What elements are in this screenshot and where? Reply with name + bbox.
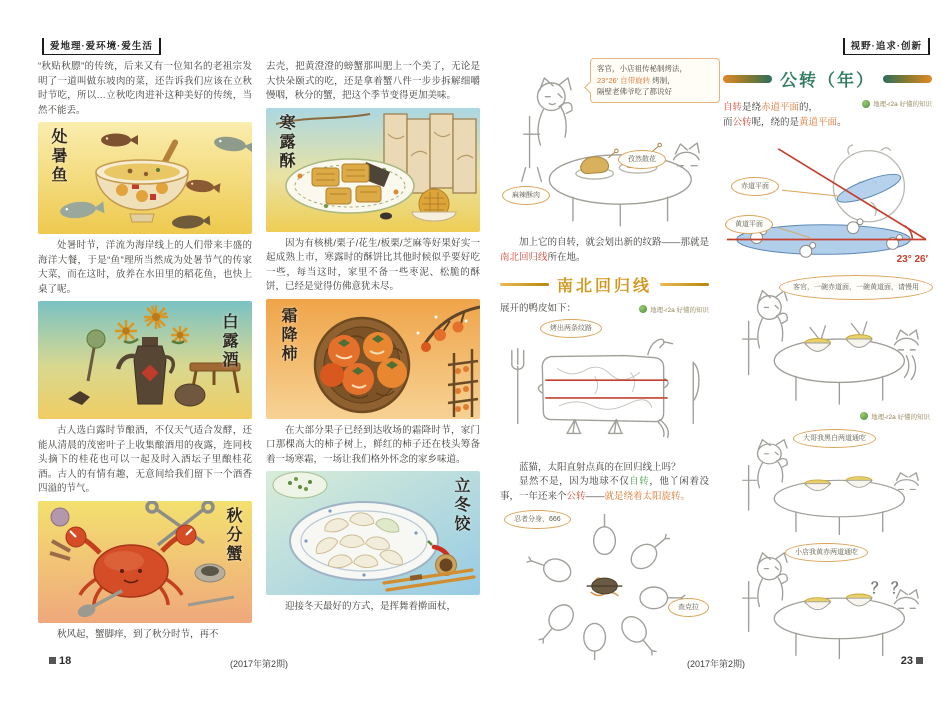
knowledge-badge: 地理-r2a 好懂的知识 xyxy=(639,305,709,314)
orbit-diagram-art xyxy=(723,141,932,269)
equator-plane-label: 赤道平面 xyxy=(731,177,779,196)
jar-icon xyxy=(175,384,205,406)
paragraph-shuangjiang: 在大部分果子已经到达收场的霜降时节，家门口那棵高大的柿子树上，鲜红的柿子还在枝头筹备着一场寒霜，一场让我们格外怀念的家乡味道。 xyxy=(266,424,480,465)
illustration-bailu-wine xyxy=(38,301,252,419)
scene-roast-duck-shop xyxy=(500,58,709,230)
tile-title-chushu-fish: 处暑鱼 xyxy=(49,128,66,185)
illustration-shuangjiang-persimmon xyxy=(266,299,480,419)
ninja-bubble: 忍者分身，666 xyxy=(504,510,571,529)
herb-dish-icon xyxy=(273,472,327,498)
right-page-section-tag: 视野·追求·创新 xyxy=(843,38,930,55)
ninja-ducks-art xyxy=(500,514,709,660)
left-page xyxy=(38,0,480,713)
duck-skin-caption: 展开的鸭皮如下： xyxy=(500,303,577,314)
chakra-label: 查克拉 xyxy=(668,598,709,617)
section-title-revolution: 公转（年） xyxy=(780,71,875,90)
dish-label-1: 孜然散花 xyxy=(618,150,666,169)
illustration-qiufen-crab xyxy=(38,501,252,623)
globe-icon xyxy=(862,100,870,108)
pastry-plate-icon xyxy=(286,159,414,213)
date-icon xyxy=(380,212,392,219)
duck-wing-icon xyxy=(658,419,669,437)
tile-title-hanlu-pastry: 寒露酥 xyxy=(277,113,294,171)
left-col-2 xyxy=(266,60,480,646)
tile-title-lidong-dumplings: 立冬饺 xyxy=(452,477,469,534)
knowledge-badge: 地理-r2a 好懂的知识 xyxy=(860,412,930,421)
hanlu-pastry-art xyxy=(266,108,480,232)
footer-square-icon xyxy=(916,657,923,664)
right-page xyxy=(500,0,932,713)
noodle-bubble-2: 大哥我黑白两道通吃 xyxy=(793,429,876,448)
tile-title-bailu-wine: 白露酒 xyxy=(220,313,237,370)
ecliptic-plane-label: 黄道平面 xyxy=(725,215,773,234)
chushu-fish-art xyxy=(38,122,252,234)
paragraph-crab-eating: 去壳，把黄澄澄的螃蟹那叫肥上一个美了，无论是大快朵颐式的吃，还是拿着蟹八件一步步拆解细嚼慢咽，秋分的蟹，把这个季节变得更加美味。 xyxy=(266,61,480,101)
equator-plane-icon xyxy=(835,169,904,208)
illustration-hanlu-pastry xyxy=(266,108,480,232)
speech-box-roast: 客官，小店祖传秘制烤法， 23°26′ 自带旋转 烤制， 隔壁老佛爷吃了都说好 xyxy=(590,58,720,103)
left-page-footer xyxy=(38,655,480,669)
knowledge-badge-row xyxy=(723,407,930,425)
paragraph-bailu: 古人选白露时节酿酒，不仅天气适合发酵，还能从清晨的茂密叶子上收集酿酒用的夜露，连同枝头摘下的桂花也可以一起及时入酒坛子里酿桂花酒。古人的有情有趣，无意间给我们留下一个酒香四溢的节气。 xyxy=(38,425,252,494)
paragraph-answer: 显然不是，因为地球不仅自转，他丫闲着没事，一年还来个公转——就是绕着太阳旋转。 xyxy=(500,476,709,502)
tropic-lines-icon xyxy=(545,380,667,398)
page-number-left: 18 xyxy=(46,655,71,667)
duck-skin-icon xyxy=(542,355,663,421)
obliquity-angle: 23° 26′ xyxy=(896,254,928,265)
duck-map-bubble: 烤出两条纹路 xyxy=(540,319,602,338)
paragraph-planes: 自转是绕赤道平面的， 而公转呢，绕的是黄道平面。 xyxy=(723,102,847,128)
scene-duck-skin-map xyxy=(500,324,709,455)
knife-icon xyxy=(693,362,699,423)
paragraph-tropic-intro: 加上它的自转，就会划出新的纹路——那就是南北回归线所在地。 xyxy=(500,237,710,263)
duck-head-icon xyxy=(648,339,673,354)
left-col-1 xyxy=(38,60,252,646)
tile-title-shuangjiang-persimmon: 霜降柿 xyxy=(279,306,296,364)
right-page-footer xyxy=(500,655,932,669)
dish-icon xyxy=(195,564,225,582)
section-header-revolution xyxy=(723,66,932,91)
section-title-tropics: 南北回归线 xyxy=(557,278,653,295)
noodle-bubble-1: 客官，一碗赤道面，一碗黄道面，请慢用 xyxy=(779,275,933,300)
lidong-dumplings-art xyxy=(266,471,480,595)
duck-skin-caption-row xyxy=(500,302,709,317)
left-page-section-tag: 爱地理·爱环境·爱生活 xyxy=(42,38,161,55)
illustration-lidong-dumplings xyxy=(266,471,480,595)
gradient-rule-icon xyxy=(883,75,932,83)
right-col-2 xyxy=(723,58,932,660)
illustration-chushu-fish xyxy=(38,122,252,234)
fork-icon xyxy=(512,348,524,423)
paragraph-chushu: 处暑时节，洋流为海岸线上的人们带来丰盛的海洋大餐，于是“鱼”理所当然成为处暑节气的传家大菜，而在这时，放养在水田里的稻花鱼，也快上桌了呢。 xyxy=(38,240,252,295)
globe-icon xyxy=(639,305,647,313)
scene-noodle-shop-2 xyxy=(723,429,932,535)
paragraph-crab-start: 秋风起，蟹脚痒，到了秋分时节，再不 xyxy=(57,628,219,640)
duck-foot-icon xyxy=(567,419,581,433)
noodle-bubble-3: 小店我黄赤两道通吃 xyxy=(785,543,868,562)
question-marks: ？？ xyxy=(871,580,912,597)
page-number-right: 23 xyxy=(901,655,926,667)
paragraph-autumn-meat: “秋贴秋膘”的传统，后来又有一位知名的老祖宗发明了一道叫做东坡肉的菜，还告诉我们应该在立秋时节吃，所以…立秋吃肉进补这种美好的传统，当然不能丢。 xyxy=(38,61,252,116)
scene-noodle-shop-1 xyxy=(723,277,932,405)
right-col-1 xyxy=(500,58,709,660)
gradient-rule-icon xyxy=(723,75,772,83)
scene-noodle-shop-3 xyxy=(723,541,932,659)
paragraph-winter-start: 迎接冬天最好的方式，是挥舞着擀面杖， xyxy=(285,601,457,612)
issue-label-left: (2017年第2期) xyxy=(229,659,289,669)
table-icon xyxy=(774,339,904,382)
scene-ninja-ducks xyxy=(500,514,709,660)
noodle-bowl-icon xyxy=(805,321,872,351)
left-page-columns xyxy=(38,60,480,646)
paragraph-question: 蓝猫，太阳直射点真的在回归线上吗？ xyxy=(519,461,681,473)
revolution-intro-block xyxy=(723,101,932,137)
dish-label-2: 麻辣酥肉 xyxy=(502,186,550,205)
section-header-tropics xyxy=(500,273,709,296)
qiufen-crab-art xyxy=(38,501,252,623)
paragraph-hanlu: 因为有核桃/栗子/花生/板栗/芝麻等好果好实一起成熟上市，寒露时的酥饼比其他时候似乎要好吃一些，每当这时，家里不备一些枣泥、松脆的酥饼，已经是觉得仿佛意犹未尽。 xyxy=(266,237,480,292)
issue-label-right: (2017年第2期) xyxy=(686,659,746,669)
knowledge-badge: 地理-r2a 好懂的知识 xyxy=(862,99,932,108)
globe-icon xyxy=(860,412,868,420)
gold-rule-icon xyxy=(500,283,549,286)
scene-orbit-diagram xyxy=(723,141,932,269)
gold-rule-icon xyxy=(660,283,709,286)
tile-title-qiufen-crab: 秋分蟹 xyxy=(224,506,241,564)
right-page-columns xyxy=(500,58,932,660)
duck-foot-icon xyxy=(608,419,622,433)
chair-icon xyxy=(743,321,757,374)
onion-icon xyxy=(51,508,69,526)
duck-skin-map-art xyxy=(500,331,709,455)
